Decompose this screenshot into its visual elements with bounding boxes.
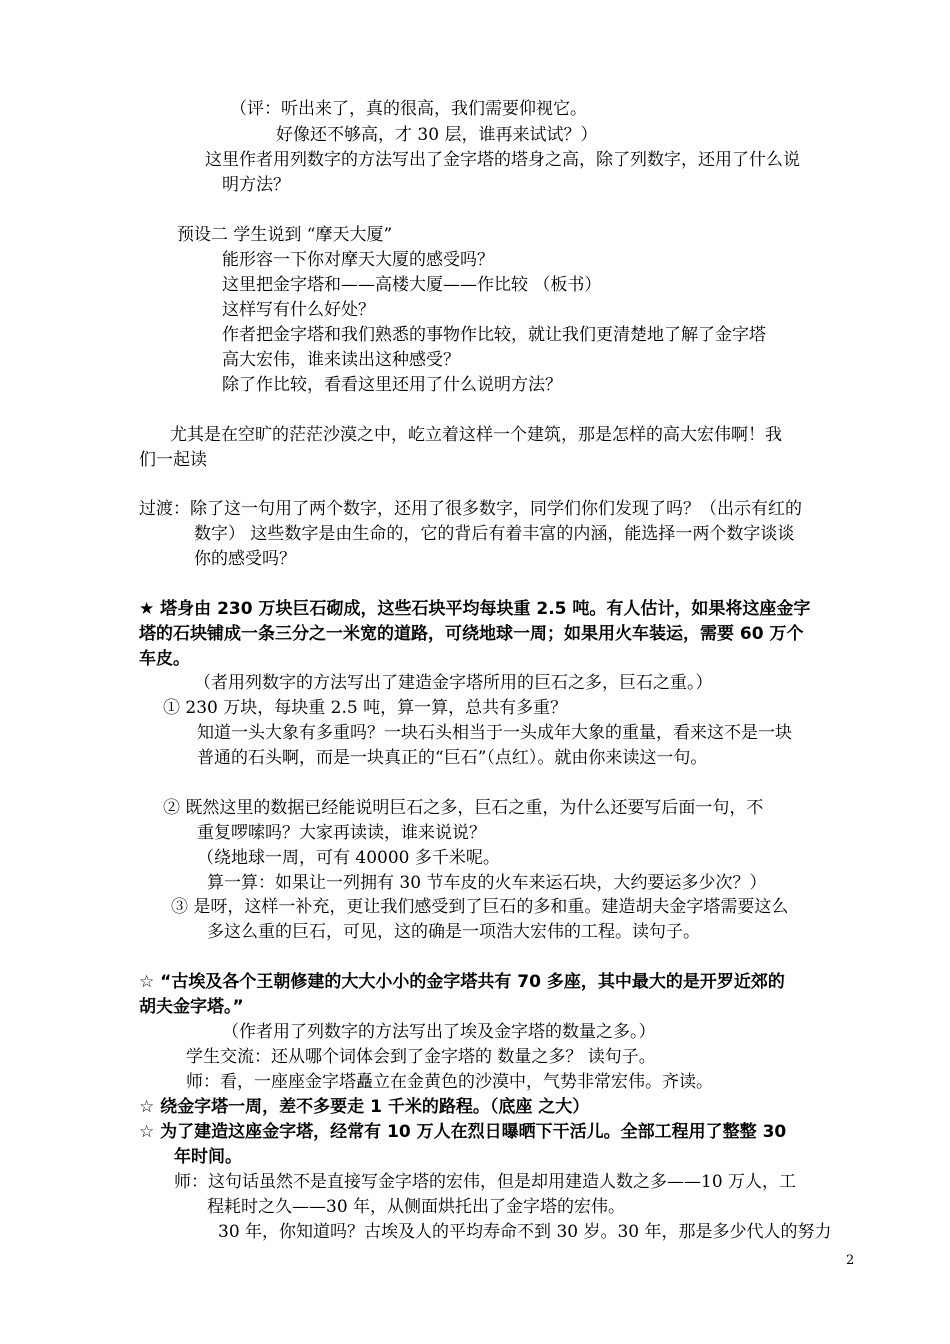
- body-line: 们一起读: [139, 450, 207, 470]
- body-line: 学生交流：还从哪个词体会到了金字塔的 数量之多？ 读句子。: [186, 1047, 656, 1067]
- body-line: 这里把金字塔和——高楼大厦——作比较 （板书）: [222, 275, 602, 295]
- key-sentence: 塔的石块铺成一条三分之一米宽的道路，可绕地球一周；如果用火车装运，需要 60 万个: [139, 624, 804, 644]
- body-line: 高大宏伟，谁来读出这种感受？: [222, 350, 460, 370]
- body-line: 能形容一下你对摩天大厦的感受吗？: [222, 250, 494, 270]
- key-sentence: ★ 塔身由 230 万块巨石砌成，这些石块平均每块重 2.5 吨。有人估计，如果将这座金字: [139, 599, 811, 619]
- body-line: 作者把金字塔和我们熟悉的事物作比较，就让我们更清楚地了解了金字塔: [222, 325, 766, 345]
- body-line: 算一算：如果让一列拥有 30 节车皮的火车来运石块，大约要运多少次？）: [207, 873, 767, 893]
- key-sentence: 车皮。: [139, 649, 190, 669]
- numbered-item: ③ 是呀，这样一补充，更让我们感受到了巨石的多和重。建造胡夫金字塔需要这么: [171, 897, 789, 917]
- body-line: 普通的石头啊，而是一块真正的“巨石”（点红）。就由你来读这一句。: [197, 748, 708, 768]
- body-line: 这样写有什么好处？: [222, 300, 375, 320]
- transition-line: 过渡：除了这一句用了两个数字，还用了很多数字，同学们你们发现了吗？（出示有红的: [139, 499, 802, 519]
- body-line: 除了作比较，看看这里还用了什么说明方法？: [222, 375, 562, 395]
- comment-line: （评：听出来了，真的很高，我们需要仰视它。: [230, 99, 587, 119]
- body-line: （绕地球一周，可有 40000 多千米呢。: [197, 848, 500, 868]
- body-line: 尤其是在空旷的茫茫沙漠之中，屹立着这样一个建筑，那是怎样的高大宏伟啊！我: [170, 425, 782, 445]
- key-sentence: 胡夫金字塔。”: [139, 997, 244, 1017]
- body-line: 重复啰嗦吗？大家再读读，谁来说说？: [197, 823, 486, 843]
- key-sentence: 年时间。: [174, 1147, 242, 1167]
- comment-line: （者用列数字的方法写出了建造金字塔所用的巨石之多，巨石之重。）: [194, 673, 713, 693]
- body-line: 知道一头大象有多重吗？一块石头相当于一头成年大象的重量，看来这不是一块: [197, 723, 792, 743]
- numbered-item: ② 既然这里的数据已经能说明巨石之多，巨石之重，为什么还要写后面一句，不: [163, 798, 764, 818]
- body-line: 30 年，你知道吗？古埃及人的平均寿命不到 30 岁。30 年，那是多少代人的努力: [218, 1222, 832, 1242]
- body-line: 明方法？: [222, 175, 290, 195]
- comment-line: （作者用了列数字的方法写出了埃及金字塔的数量之多。）: [222, 1022, 656, 1042]
- body-line: 多这么重的巨石，可见，这的确是一项浩大宏伟的工程。读句子。: [207, 922, 700, 942]
- page-number: 2: [846, 1253, 855, 1268]
- body-line: 程耗时之久——30 年，从侧面烘托出了金字塔的宏伟。: [207, 1197, 626, 1217]
- preset-heading: 预设二 学生说到 “摩天大厦”: [177, 225, 393, 245]
- body-line: 师：看，一座座金字塔矗立在金黄色的沙漠中，气势非常宏伟。齐读。: [186, 1072, 713, 1092]
- key-sentence: ☆ 为了建造这座金字塔，经常有 10 万人在烈日曝晒下干活儿。全部工程用了整整 30: [139, 1122, 787, 1142]
- teacher-line: 师：这句话虽然不是直接写金字塔的宏伟，但是却用建造人数之多——10 万人，工: [174, 1172, 797, 1192]
- body-line: 这里作者用列数字的方法写出了金字塔的塔身之高，除了列数字，还用了什么说: [205, 150, 800, 170]
- key-sentence: ☆ “古埃及各个王朝修建的大大小小的金字塔共有 70 多座，其中最大的是开罗近郊的: [139, 972, 785, 992]
- comment-line: 好像还不够高，才 30 层，谁再来试试？）: [276, 125, 598, 145]
- transition-line: 数字） 这些数字是由生命的，它的背后有着丰富的内涵，能选择一两个数字谈谈: [194, 524, 795, 544]
- transition-line: 你的感受吗？: [194, 549, 296, 569]
- numbered-item: ① 230 万块，每块重 2.5 吨，算一算，总共有多重？: [163, 698, 568, 718]
- key-sentence: ☆ 绕金字塔一周，差不多要走 1 千米的路程。（底座 之大）: [139, 1097, 590, 1117]
